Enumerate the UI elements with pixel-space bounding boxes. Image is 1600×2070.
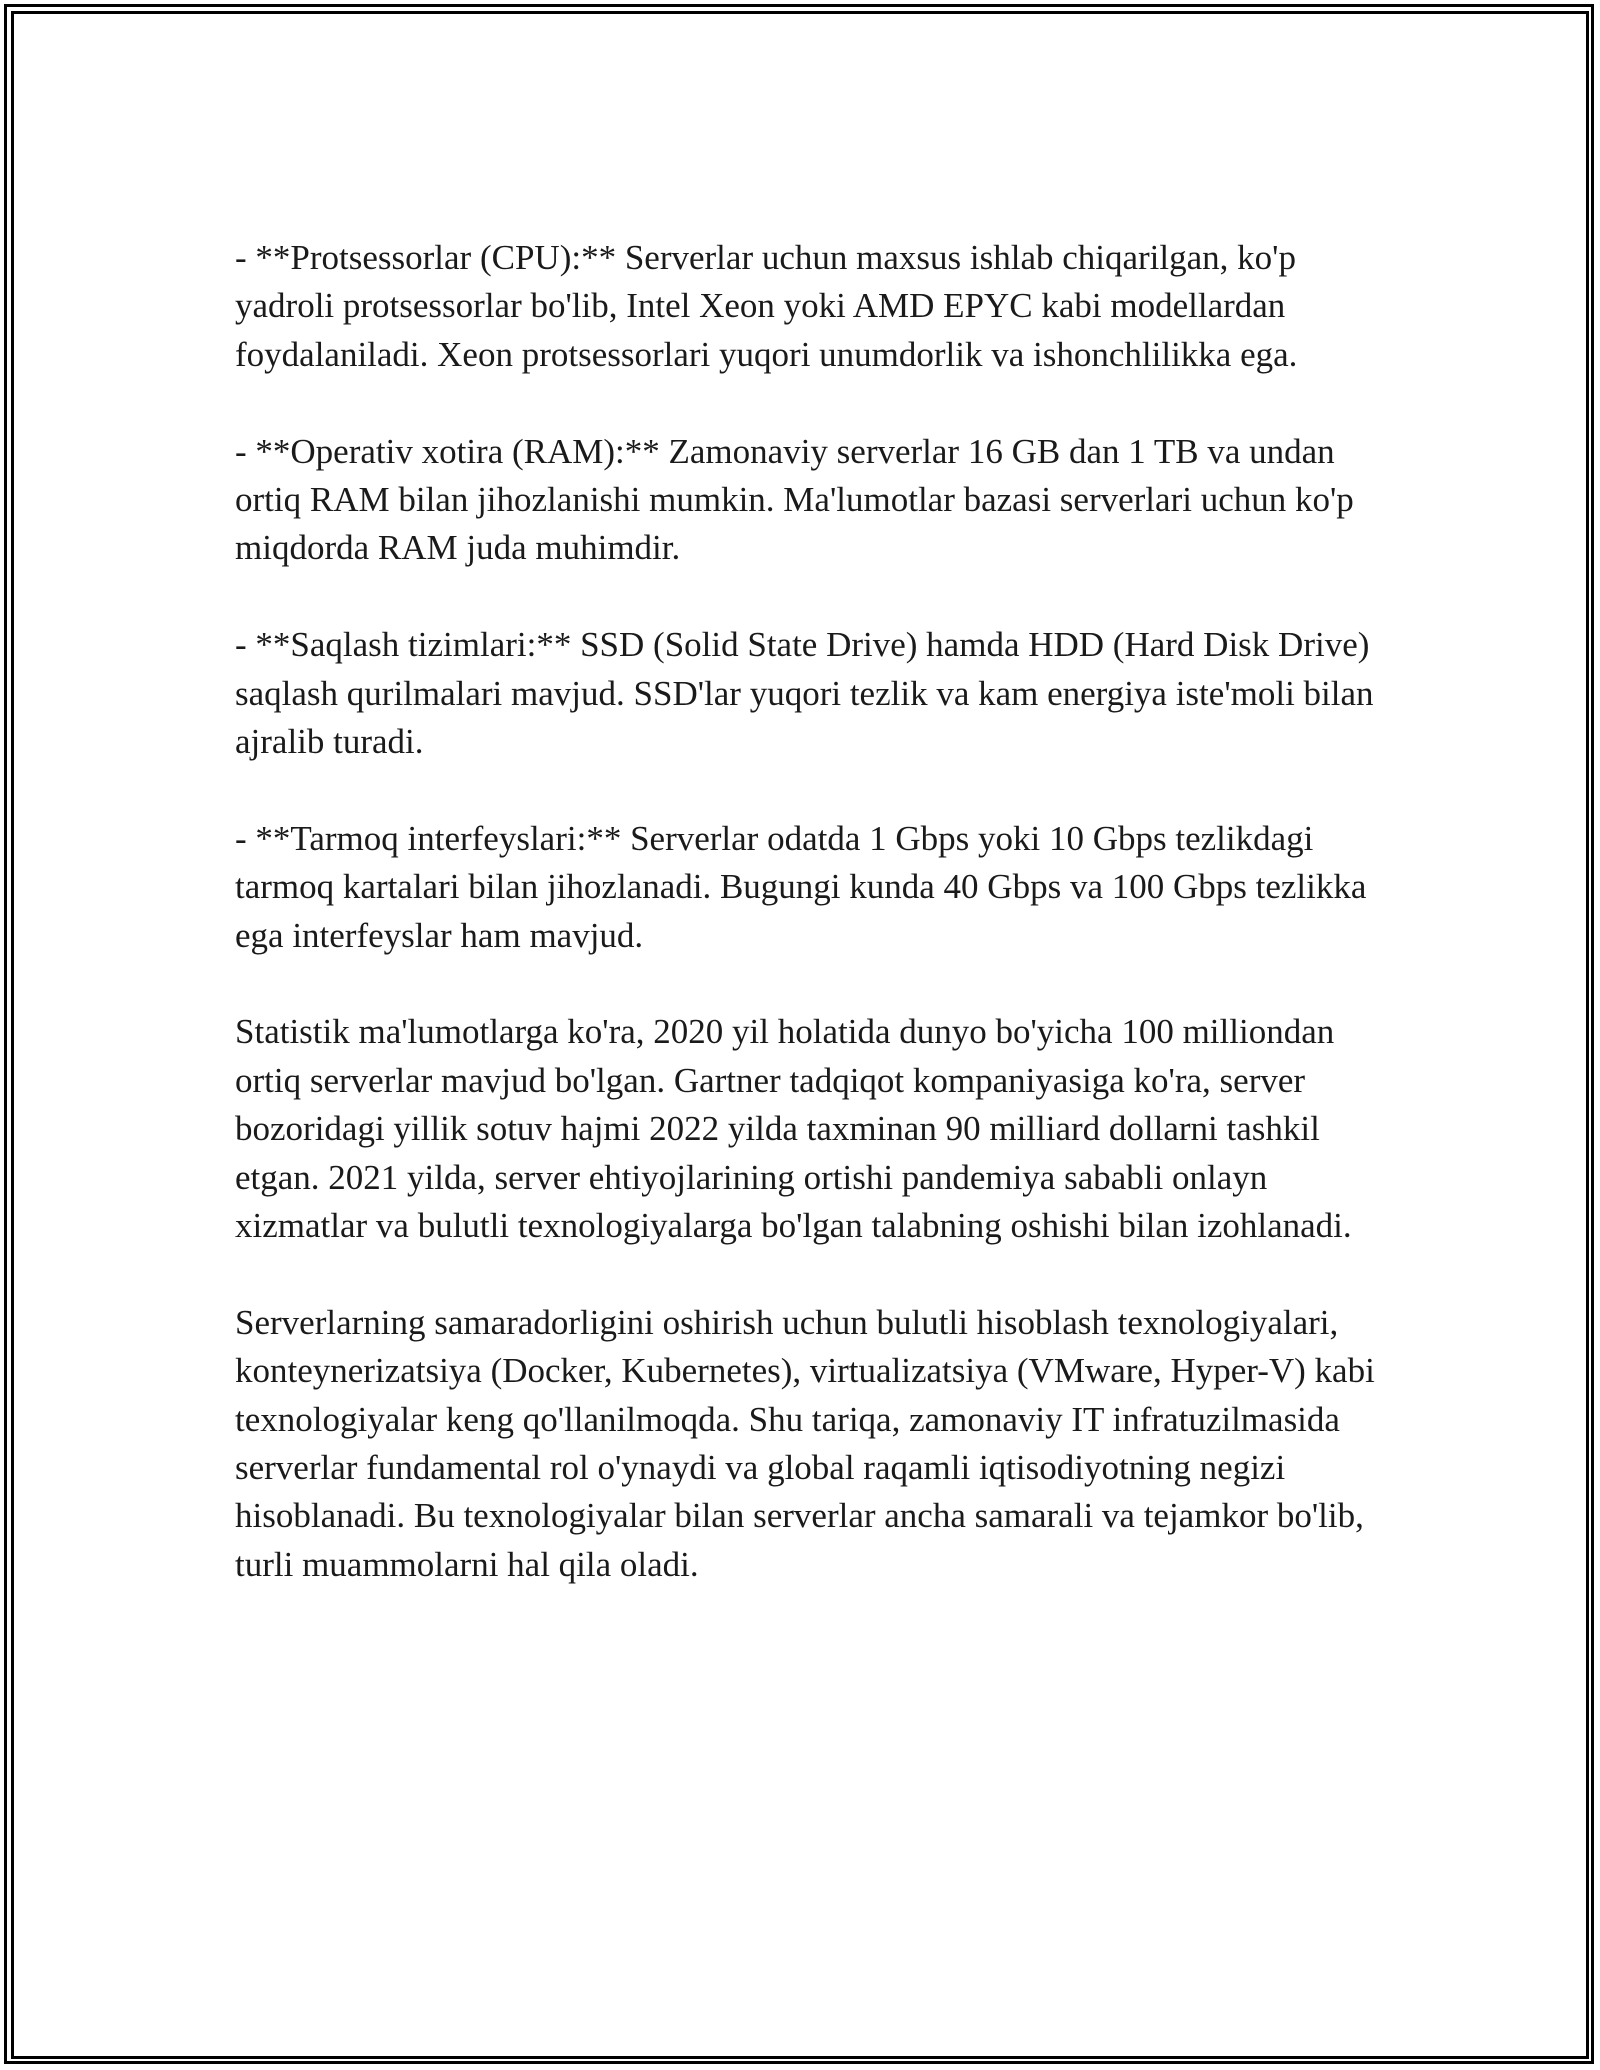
paragraph-ram: - **Operativ xotira (RAM):** Zamonaviy serverlar 16 GB dan 1 TB va undan ortiq RAM bilan jihozlanishi mumkin. Ma'lumotlar bazasi serverlari uchun ko'p miqdorda RAM juda muhimdir. [235, 431, 1354, 568]
document-body [235, 234, 1375, 1638]
paragraph-storage: - **Saqlash tizimlari:** SSD (Solid State Drive) hamda HDD (Hard Disk Drive) saqlash qurilmalari mavjud. SSD'lar yuqori tezlik va kam energiya iste'moli bilan ajralib turadi. [235, 625, 1374, 762]
paragraph-cpu: - **Protsessorlar (CPU):** Serverlar uchun maxsus ishlab chiqarilgan, ko'p yadroli protsessorlar bo'lib, Intel Xeon yoki AMD EPYC kabi modellardan foydalaniladi. Xeon protsessorlari yuqori unumdorlik va ishonchlilikka ega. [235, 238, 1298, 374]
paragraph-network: - **Tarmoq interfeyslari:** Serverlar odatda 1 Gbps yoki 10 Gbps tezlikdagi tarmoq kartalari bilan jihozlanadi. Bugungi kunda 40 Gbps va 100 Gbps tezlikka ega interfeyslar ham mavjud. [235, 818, 1367, 955]
paragraph-conclusion: Serverlarning samaradorligini oshirish uchun bulutli hisoblash texnologiyalari, konteynerizatsiya (Docker, Kubernetes), virtualizatsiya (VMware, Hyper-V) kabi texnologiyalar keng qo'llanilmoqda. Shu tariqa, zamonaviy IT infratuzilmasida serverlar fundamental rol o'ynaydi va global raqamli iqtisodiyotning negizi hisoblanadi. Bu texnologiyalar bilan serverlar ancha samarali va tejamkor bo'lib, turli muammolarni hal qila oladi. [235, 1302, 1375, 1584]
paragraph-statistics: Statistik ma'lumotlarga ko'ra, 2020 yil holatida dunyo bo'yicha 100 milliondan ortiq serverlar mavjud bo'lgan. Gartner tadqiqot kompaniyasiga ko'ra, server bozoridagi yillik sotuv hajmi 2022 yilda taxminan 90 milliard dollarni tashkil etgan. 2021 yilda, server ehtiyojlarining ortishi pandemiya sababli onlayn xizmatlar va bulutli texnologiyalarga bo'lgan talabning oshishi bilan izohlanadi. [235, 1012, 1352, 1246]
